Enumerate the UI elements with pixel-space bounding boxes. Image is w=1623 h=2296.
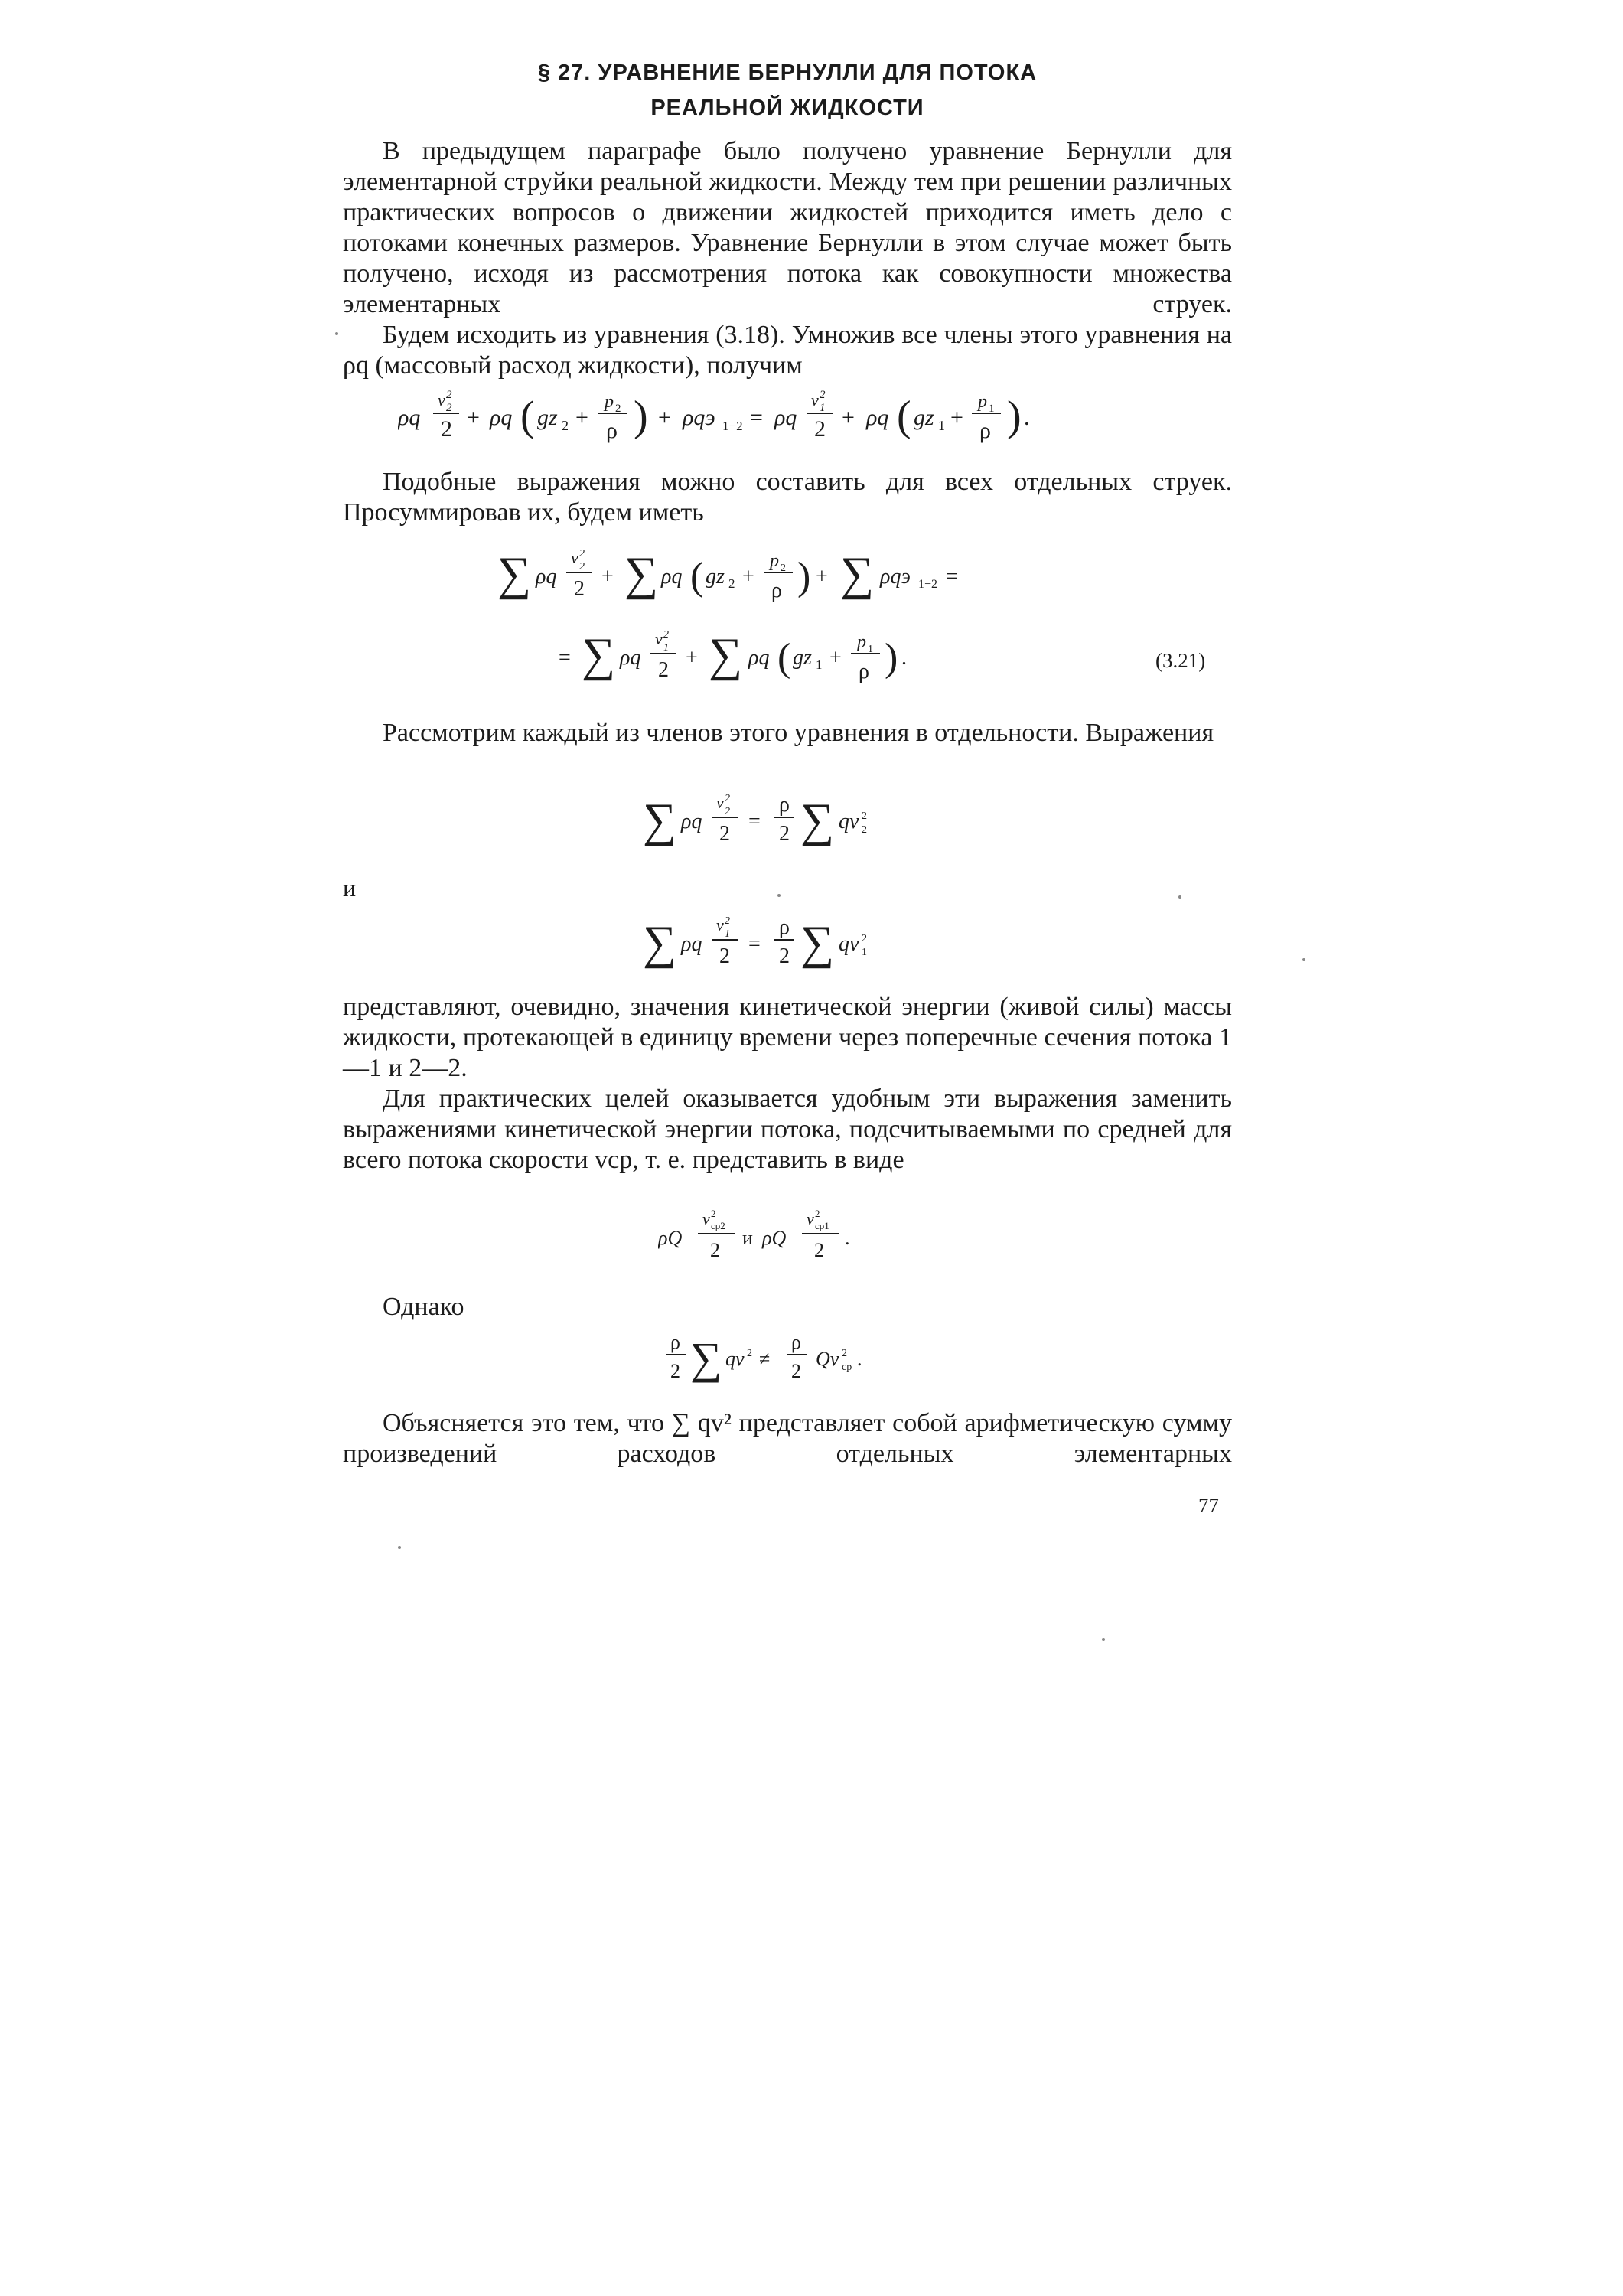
svg-text:v: v xyxy=(716,793,724,812)
svg-text:2: 2 xyxy=(862,824,867,836)
svg-text:ρq: ρq xyxy=(866,405,889,430)
paragraph-intro: В предыдущем параграфе было получено уравнение Бернулли для элементарной струйки реальной жидкости. Между тем при решении различных практических вопросов о движении жидкостей приходится иметь дело с потоками конечных размеров. Уравнение Бернулли в этом случае может быть получено, исходя из рассмотрения потока как совокупности множества элементарных струек. xyxy=(343,137,1232,318)
svg-text:(: ( xyxy=(520,393,535,440)
svg-text:ρq: ρq xyxy=(681,932,702,956)
svg-text:∑: ∑ xyxy=(840,548,875,600)
svg-text:2: 2 xyxy=(441,416,452,442)
svg-text:∑: ∑ xyxy=(709,629,743,681)
svg-text:2: 2 xyxy=(779,944,790,968)
svg-text:2: 2 xyxy=(814,416,826,442)
scan-speck xyxy=(398,1546,401,1549)
svg-text:ρq: ρq xyxy=(536,565,557,589)
paragraph-multiply: Будем исходить из уравнения (3.18). Умножив все члены этого уравнения на ρq (массовый расход жидкости), получим xyxy=(343,321,1232,380)
svg-text:Qv: Qv xyxy=(816,1348,839,1370)
svg-text:2: 2 xyxy=(747,1348,752,1359)
svg-text:qv: qv xyxy=(839,932,859,956)
paragraph-summation: Подобные выражения можно составить для всех отдельных струек. Просуммировав их, будем иметь xyxy=(343,468,1232,527)
svg-text:2: 2 xyxy=(658,658,669,682)
paragraph-kinetic-energy: представляют, очевидно, значения кинетической энергии (живой силы) массы жидкости, протекающей в единицу времени через поперечные сечения потока 1—1 и 2—2. xyxy=(343,993,1232,1082)
svg-text:ρqэ: ρqэ xyxy=(683,405,715,430)
svg-text:+: + xyxy=(842,405,855,430)
svg-text:2: 2 xyxy=(779,822,790,846)
svg-text:ρ: ρ xyxy=(606,418,618,443)
svg-text:+: + xyxy=(575,405,588,430)
svg-text:ρQ: ρQ xyxy=(762,1227,787,1249)
svg-text:v: v xyxy=(438,390,445,409)
svg-text:ρ: ρ xyxy=(771,579,782,602)
svg-text:∑: ∑ xyxy=(624,548,659,600)
svg-text:2: 2 xyxy=(815,1208,820,1219)
svg-text:p: p xyxy=(978,392,987,412)
svg-text:ρq: ρq xyxy=(661,565,683,589)
svg-text:v: v xyxy=(702,1209,710,1228)
paragraph-explanation: Объясняется это тем, что ∑ qv² представляет собой арифметическую сумму произведений расходов отдельных элементарных xyxy=(343,1409,1232,1468)
svg-text:.: . xyxy=(857,1348,862,1370)
svg-text:qv: qv xyxy=(839,810,859,833)
section-heading-line1: § 27. УРАВНЕНИЕ БЕРНУЛЛИ ДЛЯ ПОТОКА xyxy=(537,60,1038,85)
svg-text:∑: ∑ xyxy=(643,794,677,846)
svg-text:2: 2 xyxy=(446,402,452,414)
page-number: 77 xyxy=(1198,1494,1219,1517)
svg-text:): ) xyxy=(634,393,648,440)
equation-inequality xyxy=(664,1318,940,1401)
svg-text:(: ( xyxy=(777,636,791,680)
scan-speck xyxy=(1302,958,1305,961)
svg-text:ρ: ρ xyxy=(791,1331,801,1353)
svg-text:1: 1 xyxy=(989,403,995,415)
svg-text:1: 1 xyxy=(820,402,826,414)
svg-text:2: 2 xyxy=(574,577,585,601)
svg-text:∑: ∑ xyxy=(643,917,677,969)
svg-text:2: 2 xyxy=(781,563,786,574)
equation-kinetic-section-2 xyxy=(643,781,918,863)
svg-text:.: . xyxy=(901,646,907,670)
svg-text:2: 2 xyxy=(862,810,867,822)
svg-text:2: 2 xyxy=(663,629,669,641)
svg-text:+: + xyxy=(658,405,671,430)
paragraph-practical: Для практических целей оказывается удобным эти выражения заменить выражениями кинетической энергии потока, подсчитываемыми по средней для всего потока скорости vср, т. е. представить в виде xyxy=(343,1084,1232,1174)
svg-text:2: 2 xyxy=(842,1348,847,1359)
svg-text:ρq: ρq xyxy=(620,646,641,670)
svg-text:ρqэ: ρqэ xyxy=(880,565,911,589)
svg-text:≠: ≠ xyxy=(759,1348,771,1370)
svg-text:ρq: ρq xyxy=(398,405,421,430)
svg-text:+: + xyxy=(601,565,614,589)
svg-text:ρQ: ρQ xyxy=(658,1227,683,1249)
svg-text:=: = xyxy=(748,810,761,833)
svg-text:1−2: 1−2 xyxy=(722,419,743,433)
svg-text:gz: gz xyxy=(706,565,725,589)
svg-text:=: = xyxy=(946,565,958,589)
svg-text:∑: ∑ xyxy=(800,917,835,969)
scan-speck xyxy=(1102,1638,1105,1641)
svg-text:2: 2 xyxy=(579,548,585,559)
svg-text:2: 2 xyxy=(814,1239,824,1261)
scan-speck xyxy=(335,332,338,335)
svg-text:2: 2 xyxy=(862,933,867,944)
svg-text:1: 1 xyxy=(725,928,730,940)
svg-text:ρ: ρ xyxy=(779,915,790,939)
section-heading-line2: РЕАЛЬНОЙ ЖИДКОСТИ xyxy=(650,96,924,120)
svg-text:=: = xyxy=(748,932,761,956)
svg-text:.: . xyxy=(845,1227,850,1249)
svg-text:2: 2 xyxy=(719,944,730,968)
svg-text:2: 2 xyxy=(711,1208,716,1219)
svg-text:ρq: ρq xyxy=(681,810,702,833)
svg-text:∑: ∑ xyxy=(800,794,835,846)
svg-text:.: . xyxy=(1024,405,1030,430)
svg-text:gz: gz xyxy=(914,405,934,430)
svg-text:+: + xyxy=(686,646,698,670)
svg-text:v: v xyxy=(571,548,578,567)
svg-text:2: 2 xyxy=(615,403,621,415)
svg-text:): ) xyxy=(1007,393,1022,440)
svg-text:v: v xyxy=(655,629,663,648)
svg-text:2: 2 xyxy=(579,561,585,572)
svg-text:qv: qv xyxy=(725,1348,745,1370)
svg-text:1−2: 1−2 xyxy=(918,578,938,591)
svg-text:∑: ∑ xyxy=(690,1333,722,1383)
svg-text:+: + xyxy=(950,405,963,430)
equation-mean-velocity xyxy=(658,1200,934,1275)
svg-text:=: = xyxy=(559,646,571,670)
svg-text:+: + xyxy=(816,565,828,589)
svg-text:(: ( xyxy=(690,555,704,598)
svg-text:2: 2 xyxy=(725,793,730,804)
svg-text:+: + xyxy=(467,405,480,430)
equation-single-stream xyxy=(398,383,1178,458)
equation-kinetic-section-1 xyxy=(643,903,918,986)
svg-text:p: p xyxy=(605,392,614,412)
svg-text:ρ: ρ xyxy=(979,418,991,443)
scan-speck xyxy=(1178,895,1181,899)
svg-text:2: 2 xyxy=(728,576,735,591)
svg-text:1: 1 xyxy=(663,642,669,654)
equation-number: (3.21) xyxy=(1155,649,1206,672)
svg-text:): ) xyxy=(885,636,898,680)
svg-text:ср1: ср1 xyxy=(815,1220,829,1231)
svg-text:p: p xyxy=(770,551,779,571)
svg-text:2: 2 xyxy=(710,1239,720,1261)
svg-text:v: v xyxy=(811,390,819,409)
svg-text:1: 1 xyxy=(938,418,945,433)
svg-text:ρq: ρq xyxy=(748,646,770,670)
svg-text:ρq: ρq xyxy=(774,405,797,430)
svg-text:∑: ∑ xyxy=(582,629,616,681)
svg-text:+: + xyxy=(742,565,754,589)
svg-text:1: 1 xyxy=(862,947,867,958)
conjunction-and: и xyxy=(343,874,357,902)
svg-text:1: 1 xyxy=(816,657,823,672)
svg-text:2: 2 xyxy=(820,389,826,401)
svg-text:ρq: ρq xyxy=(490,405,513,430)
svg-text:ρ: ρ xyxy=(670,1331,680,1353)
svg-text:2: 2 xyxy=(791,1360,801,1382)
svg-text:и: и xyxy=(742,1227,753,1249)
svg-text:2: 2 xyxy=(725,915,730,927)
svg-text:2: 2 xyxy=(670,1360,680,1382)
svg-text:+: + xyxy=(829,646,842,670)
section-heading xyxy=(343,55,1232,126)
paragraph-however: Однако xyxy=(383,1293,464,1321)
svg-text:=: = xyxy=(750,405,763,430)
svg-text:2: 2 xyxy=(446,389,452,401)
svg-text:ср: ср xyxy=(842,1362,852,1373)
svg-text:∑: ∑ xyxy=(497,548,532,600)
svg-text:2: 2 xyxy=(562,418,569,433)
svg-text:2: 2 xyxy=(719,822,730,846)
svg-text:ρ: ρ xyxy=(859,660,869,683)
scan-speck xyxy=(777,894,781,897)
svg-text:v: v xyxy=(807,1209,814,1228)
svg-text:v: v xyxy=(716,915,724,934)
svg-text:ρ: ρ xyxy=(779,793,790,817)
svg-text:1: 1 xyxy=(868,644,873,655)
svg-text:gz: gz xyxy=(537,405,558,430)
svg-text:ср2: ср2 xyxy=(711,1220,725,1231)
svg-text:(: ( xyxy=(897,393,911,440)
svg-text:): ) xyxy=(797,555,811,598)
equation-3-21 xyxy=(497,536,1125,703)
paragraph-consider: Рассмотрим каждый из членов этого уравнения в отдельности. Выражения xyxy=(383,719,1214,747)
svg-text:p: p xyxy=(857,632,866,652)
svg-text:gz: gz xyxy=(793,646,812,670)
svg-text:2: 2 xyxy=(725,806,730,817)
